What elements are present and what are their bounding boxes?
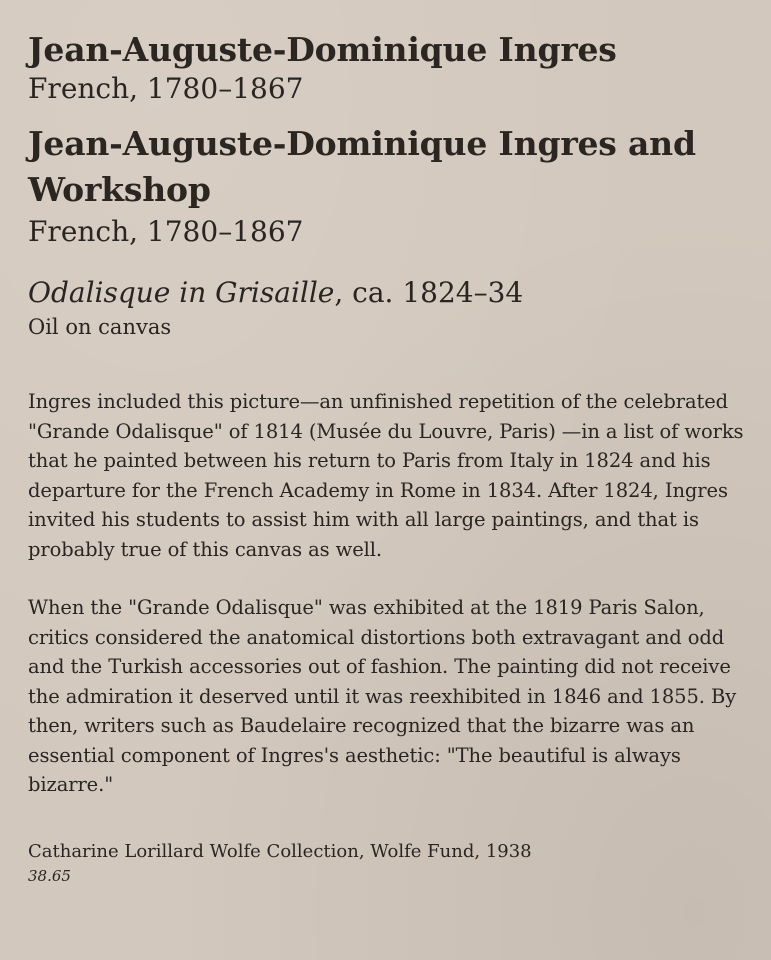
- accession-number: 38.65: [28, 866, 71, 885]
- artist-name: Jean-Auguste-Dominique Ingres: [28, 30, 617, 69]
- artwork-medium: Oil on canvas: [28, 315, 172, 339]
- artist-nationality-dates: French, 1780–1867: [28, 215, 304, 248]
- museum-wall-label: [28, 30, 753, 887]
- credit-line: Catharine Lorillard Wolfe Collection, Wolfe Fund, 1938: [28, 840, 532, 862]
- description-paragraph: When the "Grande Odalisque" was exhibited at the 1819 Paris Salon, critics considered the anatomical distortions both extravagant and odd and the Turkish accessories out of fashion. The painting did not receive the admiration it deserved until it was reexhibited in 1846 and 1855. By then, writers such as Baudelaire recognized that the bizarre was an essential component of Ingres's aesthetic: "The beautiful is always bizarre.": [28, 596, 737, 796]
- artist-nationality-dates: French, 1780–1867: [28, 72, 304, 105]
- artwork-title-line: [28, 276, 753, 310]
- artwork-title: Odalisque in Grisaille: [28, 276, 335, 309]
- artist-block-ingres-workshop: [28, 121, 753, 250]
- artist-block-ingres: [28, 30, 753, 107]
- description-paragraph: Ingres included this picture—an unfinished repetition of the celebrated "Grande Odalisque" of 1814 (Musée du Louvre, Paris) —in a list of works that he painted between his return to Paris from Italy in 1824 and his departure for the French Academy in Rome in 1834. After 1824, Ingres invited his students to assist him with all large paintings, and that is probably true of this canvas as well.: [28, 390, 744, 561]
- artwork-date: , ca. 1824–34: [334, 276, 524, 309]
- artist-name: Jean-Auguste-Dominique Ingres and Workshop: [28, 124, 696, 209]
